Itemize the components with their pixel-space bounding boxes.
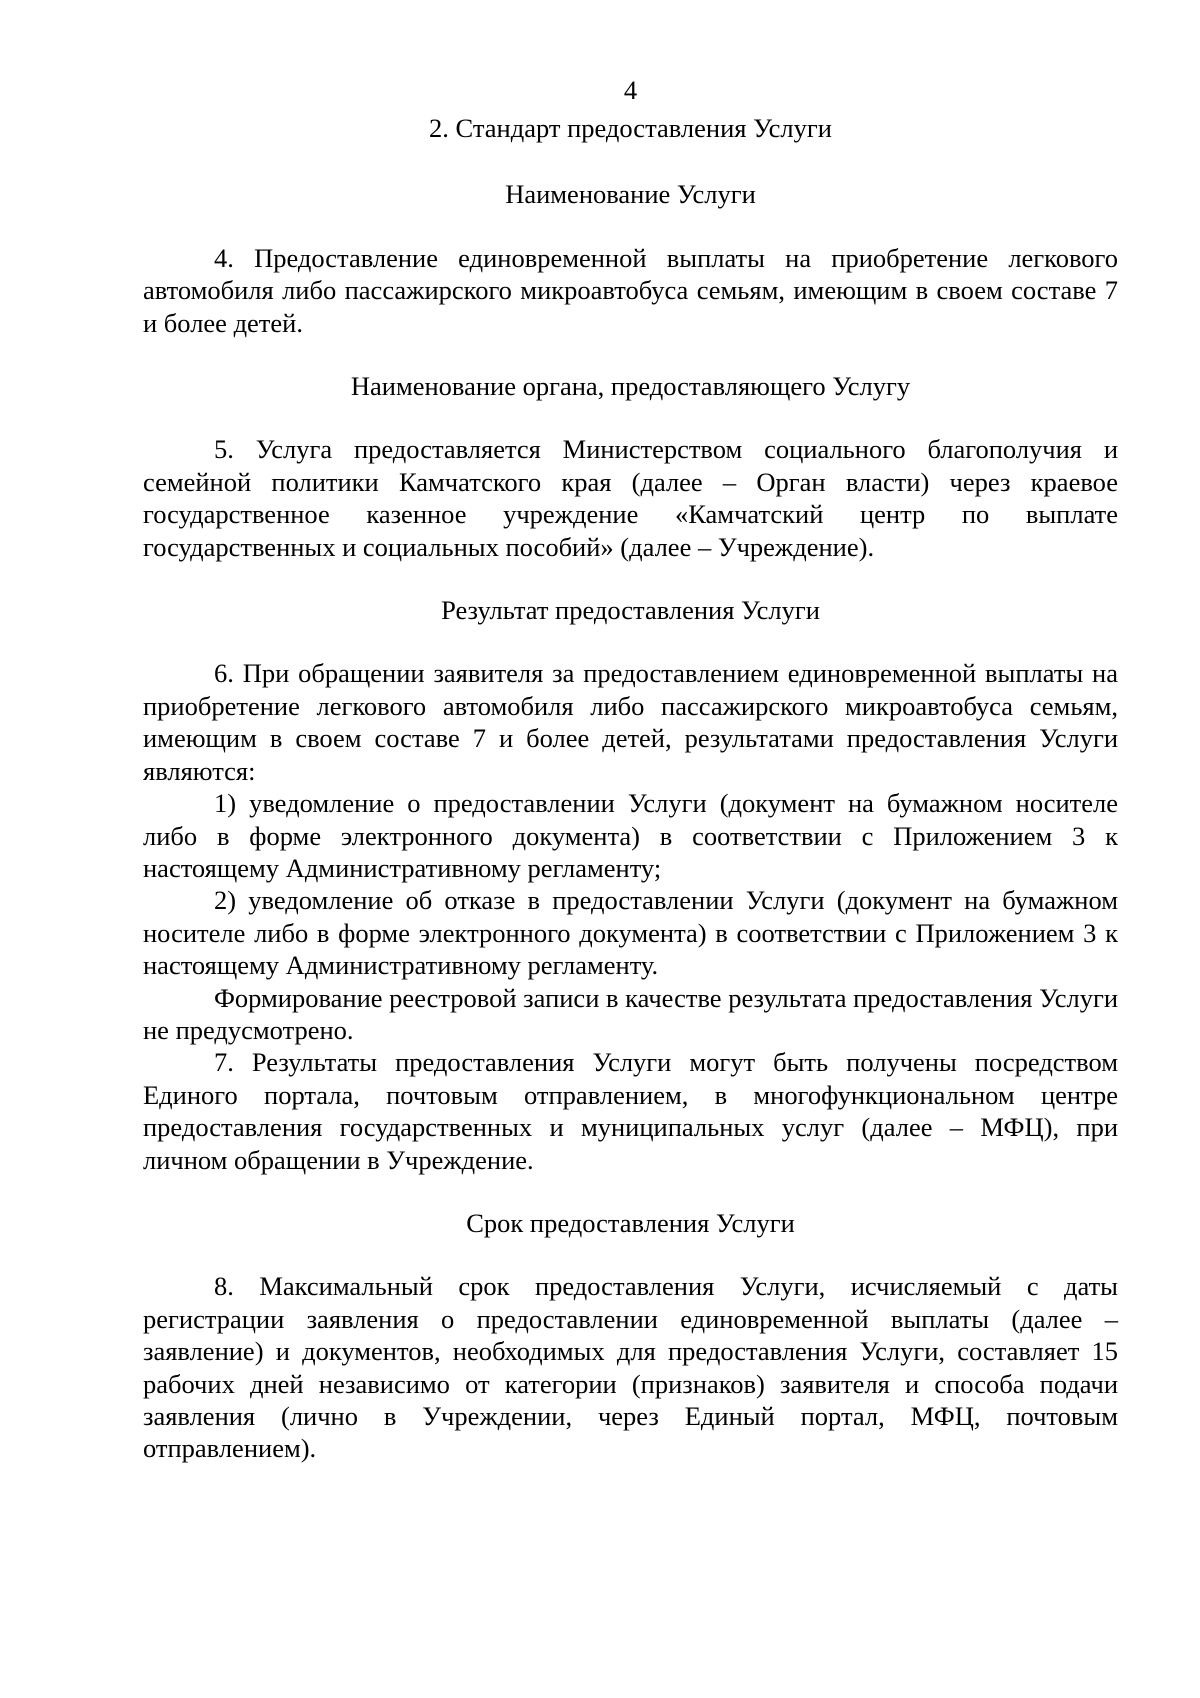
spacer	[143, 563, 1118, 594]
sub-heading: Наименование органа, предоставляющего Услугу	[350, 371, 911, 402]
sub-heading: Наименование Услуги	[505, 179, 756, 210]
spacer	[143, 144, 1118, 178]
paragraph: 4. Предоставление единовременной выплаты на приобретение легкового автомобиля либо пассажирского микроавтобуса семьям, имеющим в своем составе 7 и более детей.	[143, 242, 1118, 338]
page-number: 4	[623, 75, 638, 105]
page-content	[143, 74, 1118, 1465]
spacer	[143, 1176, 1118, 1207]
paragraph: 5. Услуга предоставляется Министерством социального благополучия и семейной политики Камчатского края (далее – Орган власти) через краевое государственное казенное учреждение «Камчатский центр по выплате государственных и социальных пособий» (далее – Учреждение).	[143, 434, 1118, 562]
spacer	[143, 402, 1118, 433]
list-item: 1) уведомление о предоставлении Услуги (документ на бумажном носителе либо в форме электронного документа) в соответствии с Приложением 3 к настоящему Административному регламенту;	[143, 788, 1118, 883]
paragraph: 7. Результаты предоставления Услуги могут быть получены посредством Единого портала, почтовым отправлением, в многофункциональном центре предоставления государственных и муниципальных услуг (далее – МФЦ), при личном обращении в Учреждение.	[143, 1047, 1118, 1175]
section-block-term	[143, 1207, 1118, 1465]
spacer	[143, 626, 1118, 657]
section-block-authority	[143, 370, 1118, 563]
section-title: 2. Стандарт предоставления Услуги	[429, 113, 832, 143]
spacer	[143, 339, 1118, 370]
spacer	[143, 1239, 1118, 1270]
list-item: 2) уведомление об отказе в предоставлении Услуги (документ на бумажном носителе либо в форме электронного документа) в соответствии с Приложением 3 к настоящему Административному регламенту.	[143, 885, 1118, 981]
paragraph: 6. При обращении заявителя за предоставлением единовременной выплаты на приобретение легкового автомобиля либо пассажирского микроавтобуса семьям, имеющим в своем составе 7 и более детей, результатами предоставления Услуги являются:	[143, 658, 1118, 786]
section-block-service-name	[143, 178, 1118, 339]
spacer	[143, 211, 1118, 242]
sub-heading: Срок предоставления Услуги	[466, 1207, 795, 1238]
paragraph: Формирование реестровой записи в качестве результата предоставления Услуги не предусмотрено.	[143, 982, 1118, 1045]
sub-heading: Результат предоставления Услуги	[441, 595, 820, 626]
paragraph: 8. Максимальный срок предоставления Услуги, исчисляемый с даты регистрации заявления о предоставлении единовременной выплаты (далее – заявление) и документов, необходимых для предоставления Услуги, составляет 15 рабочих дней независимо от категории (признаков) заявителя и способа подачи заявления (лично в Учреждении, через Единый портал, МФЦ, почтовым отправлением).	[143, 1271, 1118, 1464]
section-block-result	[143, 594, 1118, 1176]
